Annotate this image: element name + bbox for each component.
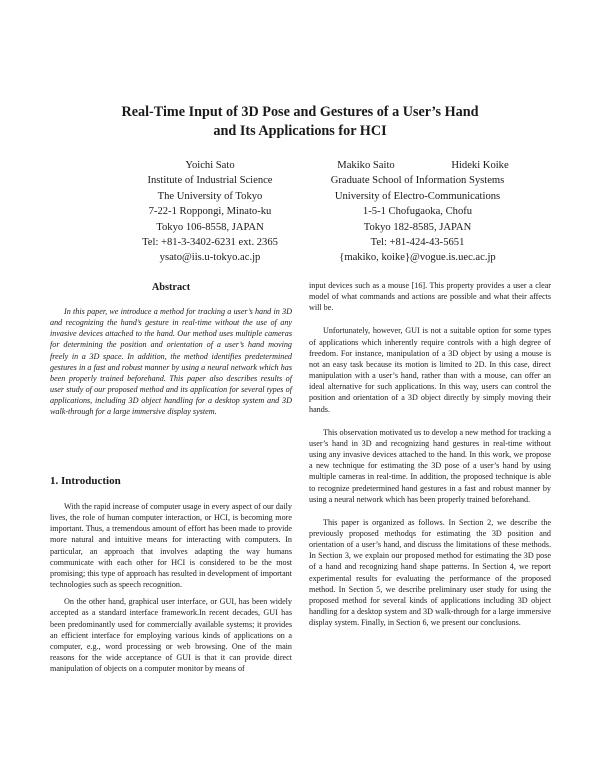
author-address-line: Tokyo 182-8585, JAPAN — [363, 221, 472, 233]
intro-paragraph: With the rapid increase of computer usage in every aspect of our daily lives, the role of human computer interaction, or HCI, is becoming more important. Thus, a tremendous amount of effort has been made to provide more natural and intuitive means for interacting with computers. In particular, an approach that involves adapting the way humans communicate with each other for HCI is considered to be the most promising; this type of approach has resulted in development of important technologies such as speech recognition. — [50, 502, 292, 590]
author-block-sato — [110, 158, 310, 266]
author-name-saito: Makiko Saito — [337, 160, 395, 171]
author-affiliation-line: Graduate School of Information Systems — [330, 175, 505, 187]
author-name-koike: Hideki Koike — [451, 160, 509, 171]
abstract-heading: Abstract — [151, 282, 191, 293]
introduction-heading: 1. Introduction — [50, 475, 121, 487]
abstract-body — [50, 306, 292, 424]
body-paragraph: This paper is organized as follows. In Section 2, we describe the previously proposed methodqs for estimating the 3D position and orientation of a user’s hand, and discuss the limitations of these methods. In Section 3, we explain our proposed method for estimating the 3D pose of a hand and recognizing hand shape patterns. In Section 4, we report experimental results for evaluating the performance of the proposed method. In Section 5, we describe preliminary user study for using the proposed method for several kinds of applications including 3D object handling for a desktop system and 3D walk-through for a large immersive display system. Finally, in Section 6, we present our conclusions. — [309, 517, 551, 628]
author-address-line: 7-22-1 Roppongi, Minato-ku — [148, 206, 272, 218]
body-paragraph: This observation motivated us to develop a new method for tracking a user’s hand in 3D and recognizing hand gestures in real-time without using any invasive devices attached to the hand. In this work, we propose a new technique for estimating the 3D pose of a user’s hand by using multiple cameras in real-time. In addition, the proposed technique is able to recognize predetermined hand gestures in a fast and robust manner by using a neural network which has been properly trained beforehand. — [309, 427, 551, 504]
intro-paragraph: On the other hand, graphical user interface, or GUI, has been widely accepted as a standard interface framework.In recent decades, GUI has been predominantly used for commercially available systems; it provides an efficient interface for employing various kinds of applications on a computer, e.g., word processing or web browsing. One of the main reasons for the wide acceptance of GUI is that it can provide direct manipulation of objects on a computer monitor by means of — [50, 597, 292, 674]
author-block-uec — [305, 173, 530, 265]
author-address-line: Tokyo 106-8558, JAPAN — [156, 221, 264, 233]
author-affiliation-line: The University of Tokyo — [157, 190, 263, 202]
title-line-2: and Its Applications for HCI — [213, 123, 387, 139]
body-paragraph-continued: input devices such as a mouse [16]. This property provides a user a clear model of what commands and actions are possible and what their affects will be. — [309, 281, 551, 313]
right-column — [309, 280, 551, 634]
author-phone: Tel: +81-424-43-5651 — [370, 237, 465, 249]
author-name: Yoichi Sato — [185, 160, 235, 171]
abstract-text: In this paper, we introduce a method for tracking a user’s hand in 3D and recognizing the hand’s gesture in real-time without the use of any invasive devices attached to the hand. Our method uses multiple cameras for determining the position and orientation of a user’s hand moving freely in a 3D space. In addition, the method identifies predetermined gestures in a fast and robust manner by using a neural network which has been properly trained beforehand. This paper also describes results of user study of our proposed method and its application for several types of applications, including 3D object handling for a desktop system and 3D walk-through for a large immersive display system. — [50, 307, 292, 417]
body-paragraph: Unfortunately, however, GUI is not a suitable option for some types of applications which inherently require controls with a high degree of freedom. For instance, manipulation of a 3D object by using a mouse is not an easy task because its motion is limited to 2D. In this case, direct manipulation with a user’s hand, rather than with a mouse, can offer an ideal alternative for such applications. In this way, users can control the position and orientation of a 3D object directly by simply moving their hands. — [309, 326, 551, 414]
author-email: ysato@iis.u-tokyo.ac.jp — [159, 252, 261, 264]
title-line-1: Real-Time Input of 3D Pose and Gestures of a User’s Hand — [121, 104, 479, 120]
author-affiliation-line: University of Electro-Communications — [334, 190, 501, 202]
author-affiliation-line: Institute of Industrial Science — [147, 175, 273, 187]
author-phone: Tel: +81-3-3402-6231 ext. 2365 — [142, 237, 278, 249]
author-address-line: 1-5-1 Chofugaoka, Chofu — [362, 206, 473, 218]
introduction-body — [50, 501, 292, 674]
author-email: {makiko, koike}@vogue.is.uec.ac.jp — [339, 252, 496, 264]
paper-title — [0, 103, 600, 141]
